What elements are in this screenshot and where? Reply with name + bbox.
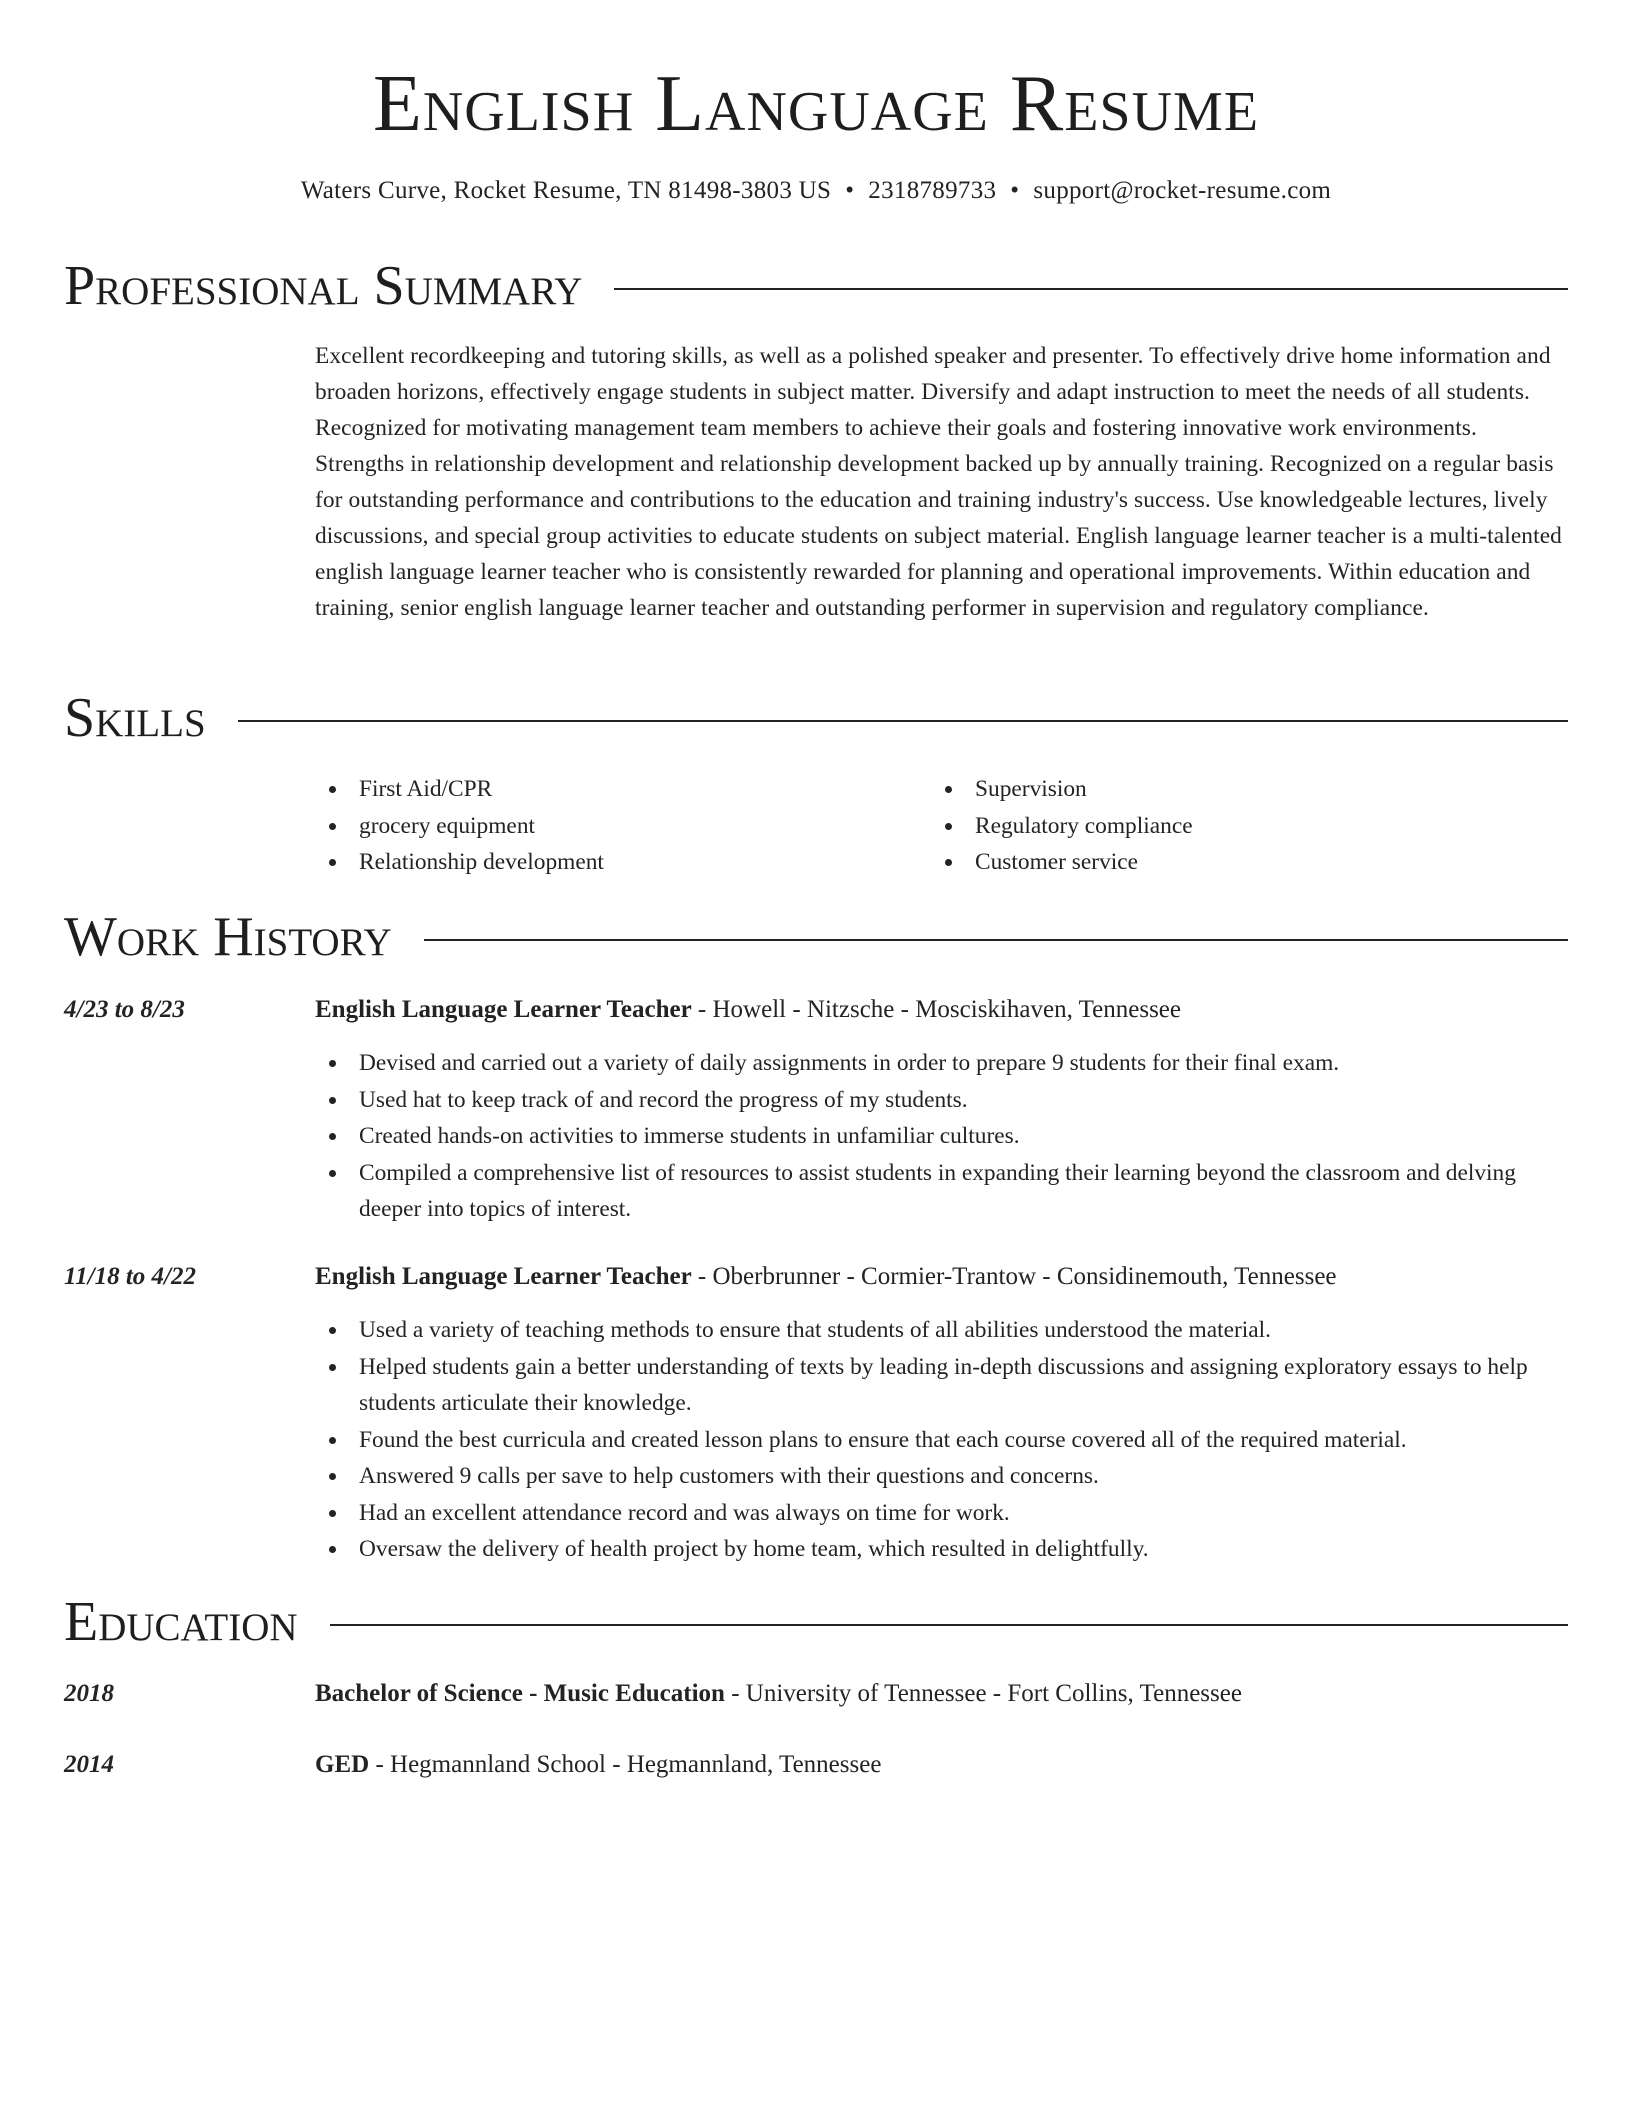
skill-item: Supervision [931, 771, 1571, 808]
email: support@rocket-resume.com [1033, 177, 1332, 204]
skill-item: Regulatory compliance [931, 808, 1571, 845]
section-divider [424, 939, 1568, 941]
phone: 2318789733 [868, 177, 997, 204]
job-employer: - Oberbrunner - Cormier-Trantow - Considinemouth, Tennessee [691, 1263, 1337, 1290]
job-bullet: Created hands-on activities to immerse students in unfamiliar cultures. [315, 1118, 1570, 1155]
skill-item: First Aid/CPR [315, 771, 925, 808]
education-heading: Education [64, 1591, 298, 1653]
resume-name: English Language Resume [372, 60, 1260, 148]
summary-section-header [64, 254, 1568, 318]
job-bullet: Had an excellent attendance record and was always on time for work. [315, 1495, 1570, 1532]
skills-column-left [315, 771, 925, 881]
education-year: 2014 [64, 1751, 114, 1778]
job-bullets [315, 1045, 1570, 1228]
job-bullet: Used a variety of teaching methods to ensure that students of all abilities understood the material. [315, 1312, 1570, 1349]
job-title: English Language Learner Teacher [315, 996, 692, 1023]
section-divider [330, 1624, 1568, 1626]
job-dates: 11/18 to 4/22 [64, 1263, 196, 1290]
separator-dot: • [1010, 177, 1020, 204]
job-bullet: Used hat to keep track of and record the progress of my students. [315, 1082, 1570, 1119]
degree: GED [315, 1751, 370, 1778]
work-section-header [64, 905, 1568, 969]
skill-item: Relationship development [315, 844, 925, 881]
education-entry [315, 1748, 1570, 1782]
job-bullet: Compiled a comprehensive list of resources to assist students in expanding their learning beyond the classroom and delving deeper into topics of interest. [315, 1155, 1570, 1228]
summary-text: Excellent recordkeeping and tutoring skills, as well as a polished speaker and presenter. To effectively drive home information and broaden horizons, effectively engage students in subject matter. Diversify and adapt instruction to meet the needs of all students. Recognized for motivating management team members to achieve their goals and fostering innovative work environments. Strengths in relationship development and relationship development backed up by annually training. Recognized on a regular basis for outstanding performance and contributions to the education and training industry's success. Use knowledgeable lectures, lively discussions, and special group activities to educate students on subject material. English language learner teacher is a multi-talented english language learner teacher who is consistently rewarded for planning and operational improvements. Within education and training, senior english language learner teacher and outstanding performer in supervision and regulatory compliance. [315, 343, 1562, 621]
job-heading [315, 1260, 1570, 1294]
skills-section-header [64, 686, 1568, 750]
skill-item: Customer service [931, 844, 1571, 881]
education-section-header [64, 1590, 1568, 1654]
school: - Hegmannland School - Hegmannland, Tennessee [369, 1751, 882, 1778]
skill-item: grocery equipment [315, 808, 925, 845]
job-title: English Language Learner Teacher [315, 1263, 692, 1290]
job-bullet: Helped students gain a better understanding of texts by leading in-depth discussions and assigning exploratory essays to help students articulate their knowledge. [315, 1349, 1570, 1422]
skills-column-right [931, 771, 1571, 881]
school: - University of Tennessee - Fort Collins, Tennessee [724, 1680, 1242, 1707]
section-divider [238, 720, 1568, 722]
separator-dot: • [845, 177, 855, 204]
job-bullets [315, 1312, 1570, 1568]
address: Waters Curve, Rocket Resume, TN 81498-3803 US [300, 177, 832, 204]
job-bullet: Devised and carried out a variety of daily assignments in order to prepare 9 students for their final exam. [315, 1045, 1570, 1082]
degree: Bachelor of Science - Music Education [315, 1680, 725, 1707]
section-divider [614, 288, 1568, 290]
job-employer: - Howell - Nitzsche - Mosciskihaven, Tennessee [691, 996, 1181, 1023]
job-bullet: Oversaw the delivery of health project by home team, which resulted in delightfully. [315, 1531, 1570, 1568]
work-heading: Work History [64, 906, 392, 968]
job-bullet: Found the best curricula and created lesson plans to ensure that each course covered all of the required material. [315, 1422, 1570, 1459]
education-year: 2018 [64, 1680, 114, 1707]
job-bullet: Answered 9 calls per save to help customers with their questions and concerns. [315, 1458, 1570, 1495]
education-entry [315, 1677, 1570, 1711]
contact-line [0, 174, 1632, 208]
job-dates: 4/23 to 8/23 [64, 996, 185, 1023]
skills-heading: Skills [64, 687, 206, 749]
summary-heading: Professional Summary [64, 255, 583, 317]
job-heading [315, 993, 1570, 1027]
